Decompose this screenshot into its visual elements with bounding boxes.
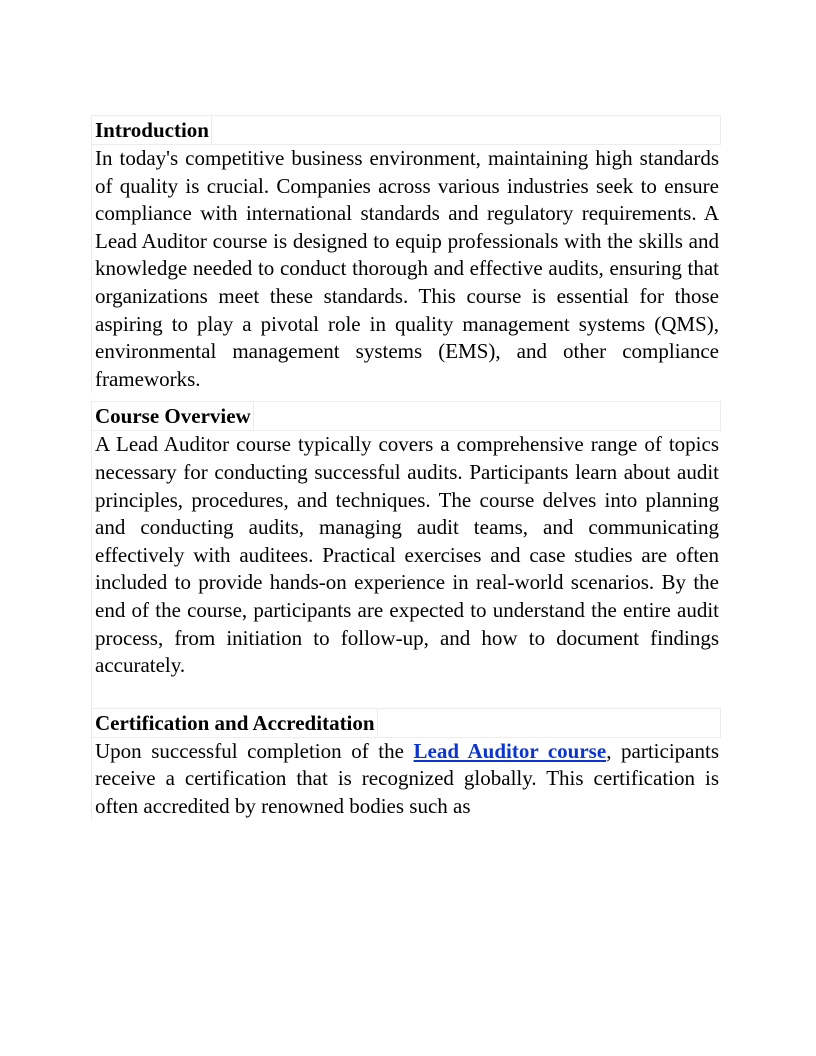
introduction-paragraph: In today's competitive business environment, maintaining high standards of quality is crucial. Companies across various industries seek to ensure compliance with international standards and regulatory requirements. A Lead Auditor course is designed to equip professionals with the skills and knowledge needed to conduct thorough and effective audits, ensuring that organizations meet these standards. This course is essential for those aspiring to play a pivotal role in quality management systems (QMS), environmental management systems (EMS), and other compliance frameworks.	[95, 146, 719, 391]
certification-heading: Certification and Accreditation	[92, 709, 378, 737]
certification-text-after-link: , participants receive a certification that is recognized globally. This certification is often accredited by renowned bodies such as	[95, 738, 719, 818]
introduction-heading-row	[92, 116, 721, 145]
course-overview-paragraph: A Lead Auditor course typically covers a comprehensive range of topics necessary for conducting successful audits. Participants learn about audit principles, procedures, and techniques. The course delves into planning and conducting audits, managing audit teams, and communicating effectively with auditees. Practical exercises and case studies are often included to provide hands-on experience in real-world scenarios. By the end of the course, participants are expected to understand the entire audit process, from initiation to follow-up, and how to document findings accurately.	[95, 432, 719, 678]
document-page	[91, 115, 721, 820]
course-overview-section	[91, 401, 721, 679]
introduction-section	[91, 115, 721, 393]
course-overview-heading: Course Overview	[92, 402, 254, 430]
certification-section	[91, 708, 721, 821]
introduction-heading: Introduction	[92, 116, 212, 144]
course-overview-heading-row	[92, 402, 721, 431]
certification-paragraph	[92, 738, 721, 821]
lead-auditor-course-link[interactable]: Lead Auditor course	[413, 738, 607, 763]
certification-heading-row	[92, 709, 721, 738]
certification-text-before-link: Upon successful completion of the	[95, 738, 414, 763]
